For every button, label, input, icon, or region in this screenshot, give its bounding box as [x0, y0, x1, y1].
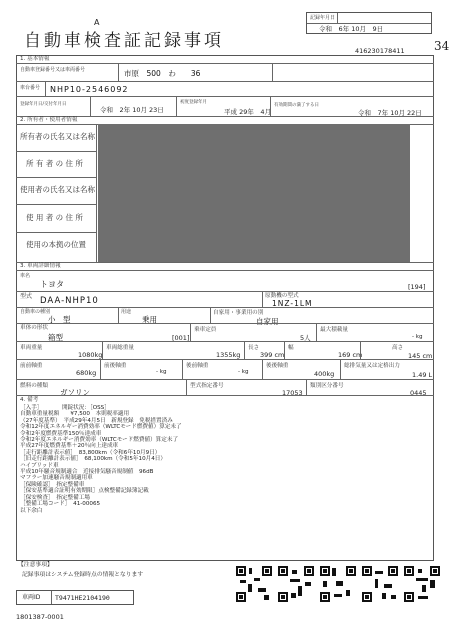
body-code: [001]	[172, 334, 190, 342]
first-reg-value: 平成 29年 4月	[224, 108, 271, 116]
class-number-label: 類別区分番号	[310, 383, 344, 389]
displacement-value: 1.49 L	[412, 371, 433, 379]
height-label: 高さ	[392, 345, 404, 351]
section-vehicle-title: 3. 車両詳細情報	[20, 263, 61, 269]
width-label: 幅	[288, 345, 294, 351]
handwritten-number: 34	[434, 39, 450, 53]
owner-address-label: 所 有 者 の 住 所	[26, 159, 83, 168]
first-reg-label: 初度登録年月	[180, 100, 207, 105]
maker-value: トヨタ	[40, 280, 64, 289]
qr-code-1	[236, 566, 272, 602]
length-label: 長さ	[248, 345, 260, 351]
remark-line: ［保安検査］ 指定整備工場	[20, 494, 90, 501]
qr-code-4	[362, 566, 398, 602]
rear-rear-axle-value: 400kg	[314, 370, 335, 378]
expiry-label: 有効期間の満了する日	[274, 103, 319, 108]
load-value: - kg	[412, 334, 423, 340]
kind-label: 自動車の種別	[20, 309, 51, 315]
load-label: 最大積載量	[320, 327, 348, 333]
capacity-value: 5人	[300, 334, 311, 342]
notes-header: 【注意事項】	[18, 562, 53, 568]
remark-line: 平成27年度燃費基準＋20％向上達成車	[20, 443, 119, 450]
gross-value: 1355kg	[216, 351, 241, 359]
record-date-value: 令和 6年 10月 9日	[319, 25, 384, 33]
qr-code-3	[320, 566, 356, 602]
remark-line: 自動車重量税額 ¥7,500 本則税率適用	[20, 411, 130, 418]
maker-code: [194]	[408, 283, 426, 291]
vehicle-id-value: T9471HE2104190	[55, 594, 110, 602]
model-label: 型式	[20, 293, 33, 300]
kind-value: 小 型	[48, 315, 71, 324]
base-location-label: 使用の本拠の位置	[26, 240, 86, 249]
height-value: 145 cm	[408, 352, 433, 360]
body-value: 箱型	[48, 333, 63, 342]
remark-line: 令和2年度エネルギー消費効率（WLTCモード燃費値）算定未了	[20, 437, 179, 444]
type-number-value: 17053	[282, 389, 303, 397]
remark-line: ［旧走行距離計表示値］ 68,100km（令和5年10月4日）	[20, 456, 166, 463]
vehicle-id-box	[16, 590, 134, 605]
header-mark: A	[94, 18, 100, 27]
qr-code-2	[278, 566, 314, 602]
private-label: 自家用・事業用の別	[213, 310, 264, 316]
capacity-label: 乗車定員	[194, 327, 217, 333]
section-basic-title: 1. 基本情報	[20, 56, 50, 62]
document-id: 1801387-0001	[16, 613, 64, 621]
rear-front-axle-label: 後前軸重	[186, 363, 209, 369]
remark-line: 令和2年度燃費基準150％達成車	[20, 430, 102, 437]
gross-label: 車両総重量	[106, 345, 134, 351]
remark-line: ［入手］ 開錠状況：［OSS］	[20, 405, 110, 411]
remark-line: 以下余白	[20, 507, 43, 514]
front-rear-axle-label: 前後軸重	[104, 363, 127, 369]
class-number-value: 0445	[410, 389, 427, 397]
expiry-value: 令和 7年 10月 22日	[358, 109, 422, 117]
chassis-label: 車台番号	[20, 85, 41, 91]
section-owner-title: 2. 所有者・使用者情報	[20, 117, 78, 123]
plate-label: 自動車登録番号又は車両番号	[20, 67, 86, 73]
owner-name-label: 所有者の氏名又は名称	[20, 132, 95, 141]
reg-date-label: 登録年月日/交付年月日	[20, 102, 67, 107]
use-value: 乗用	[142, 315, 157, 324]
engine-label: 原動機の型式	[265, 293, 299, 299]
document-number: 416230178411	[355, 47, 405, 55]
qr-code-5	[404, 566, 440, 602]
engine-value: 1NZ-1LM	[272, 299, 313, 308]
user-name-label: 使用者の氏名又は名称	[20, 185, 95, 194]
remark-line: ［整備工場コード］ 41-00065	[20, 501, 101, 508]
remark-line: 令和12年度エネルギー消費効率（WLTCモード燃費値）算定未了	[20, 424, 182, 431]
rear-rear-axle-label: 後後軸重	[266, 363, 289, 369]
rear-front-axle-value: - kg	[238, 369, 249, 375]
record-date-label: 記録年月日	[310, 15, 336, 21]
remark-line: ハイブリッド車	[20, 462, 59, 469]
reg-date-value: 令和 2年 10月 23日	[100, 106, 164, 114]
displacement-label: 総排気量又は定格出力	[344, 363, 400, 369]
plate-value: 市原 500 わ 36	[124, 69, 201, 78]
front-rear-axle-value: - kg	[156, 369, 167, 375]
model-value: DAA-NHP10	[40, 296, 99, 306]
user-address-label: 使 用 者 の 住 所	[26, 213, 83, 222]
remark-line: ［保安基準適合証明有効期限］点検整備記録簿記載	[20, 488, 149, 495]
section-remarks-title: 4. 備考	[20, 397, 39, 403]
body-label: 車体の形状	[20, 325, 48, 331]
length-value: 399 cm	[260, 351, 285, 359]
type-number-label: 型式指定番号	[190, 383, 224, 389]
front-front-axle-value: 680kg	[76, 369, 97, 377]
fuel-value: ガソリン	[60, 388, 90, 397]
page-title: 自動車検査証記録事項	[24, 31, 224, 51]
maker-label: 車名	[20, 273, 31, 279]
remark-line: （27年度基準） 平成29年4月5日 新規登録 免税措置済み	[20, 417, 173, 424]
remark-line: ［走行距離計表示値］ 83,800km（令和6年10月9日）	[20, 449, 161, 456]
chassis-value: NHP10-2546092	[50, 85, 129, 94]
remarks-list	[20, 405, 182, 514]
remark-line: 平成10年騒音規制適合 近接排気騒音規制値 96dB	[20, 469, 154, 476]
remark-line: ［保険確認］ 指定整備車	[20, 481, 85, 488]
private-value: 自家用	[256, 317, 279, 326]
fuel-label: 燃料の種類	[20, 383, 48, 389]
width-value: 169 cm	[338, 351, 363, 359]
notes-text: 記録事項はシステム登録時点の情報となります	[22, 572, 144, 578]
remark-line: マフラー加速騒音規制適用車	[20, 475, 93, 482]
use-label: 用途	[121, 309, 132, 315]
weight-value: 1080kg	[78, 351, 103, 359]
record-date-box	[306, 12, 432, 34]
weight-label: 車両重量	[20, 345, 43, 351]
vehicle-id-label: 車両ID	[22, 594, 41, 601]
redacted-owner-info	[98, 124, 410, 263]
front-front-axle-label: 前前軸重	[20, 363, 43, 369]
